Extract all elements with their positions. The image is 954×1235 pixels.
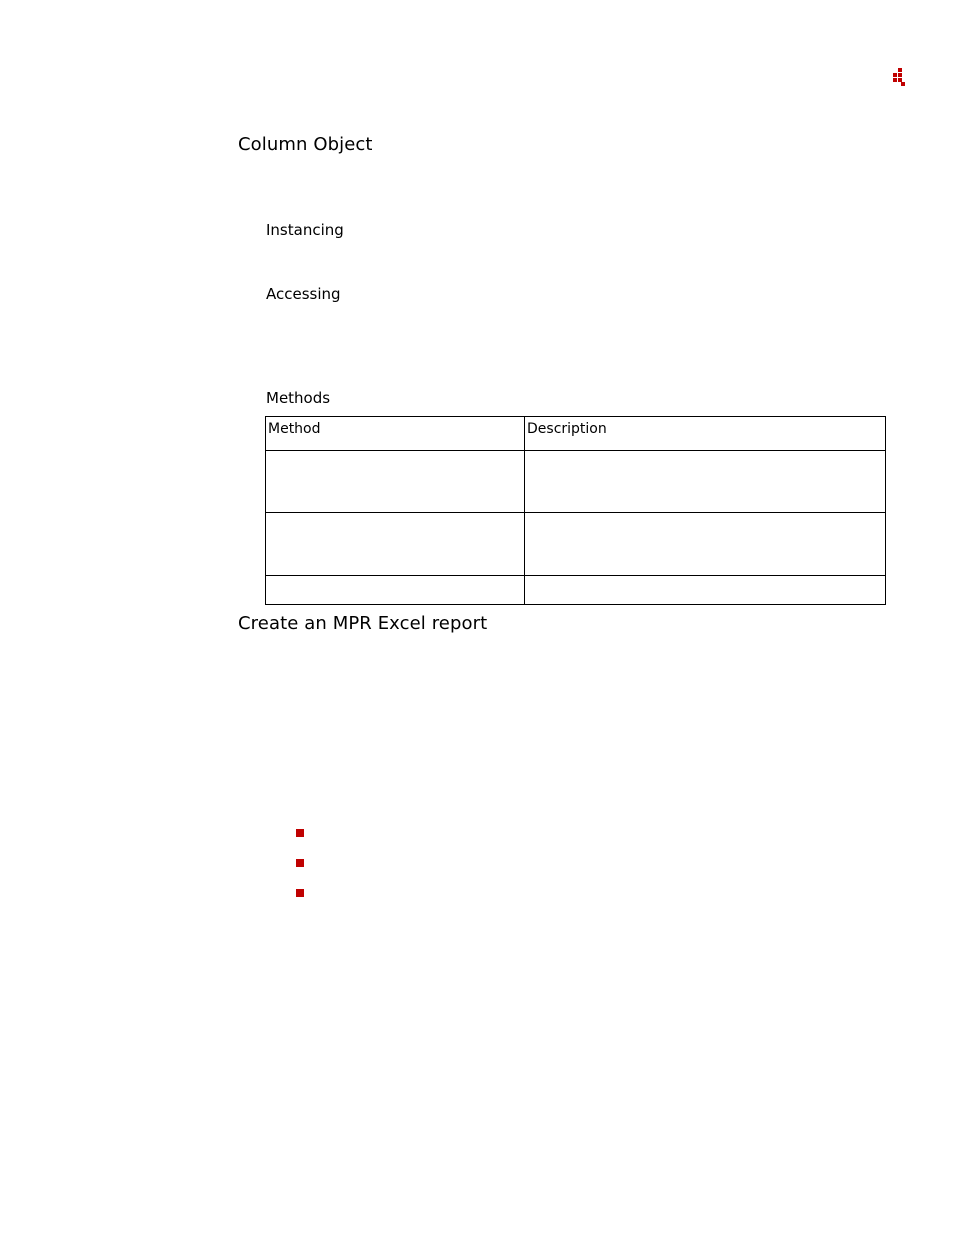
method-cell [266,576,525,605]
table-row [266,576,886,605]
logo-square [893,78,897,82]
brand-logo-icon [892,68,906,86]
logo-square [898,73,902,77]
square-bullet-icon [296,889,304,897]
table-row [266,451,886,513]
column-header-description: Description [525,417,886,451]
section-heading-column-object: Column Object [238,134,373,155]
table-row [266,513,886,576]
method-cell [266,513,525,576]
square-bullet-icon [296,859,304,867]
square-bullet-icon [296,829,304,837]
subheading-methods: Methods [266,389,331,407]
methods-table [265,416,886,605]
logo-square [893,73,897,77]
logo-square [898,68,902,72]
subheading-accessing: Accessing [266,285,341,303]
table-header-row [266,417,886,451]
method-cell [266,451,525,513]
column-header-method: Method [266,417,525,451]
description-cell [525,451,886,513]
section-heading-create-report: Create an MPR Excel report [238,613,488,634]
logo-square [901,82,905,86]
description-cell [525,513,886,576]
subheading-instancing: Instancing [266,221,344,239]
description-cell [525,576,886,605]
